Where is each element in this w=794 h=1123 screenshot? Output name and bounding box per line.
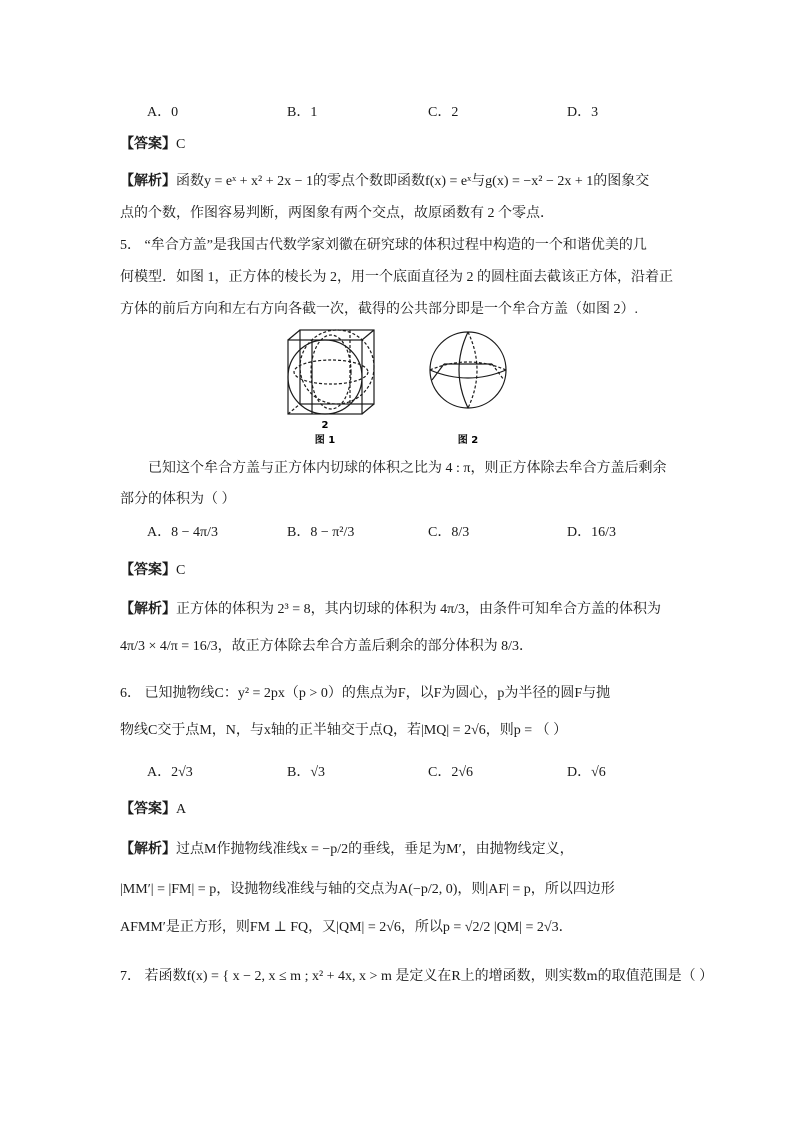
q6-analysis-line3: AFMM′是正方形，则FM ⊥ FQ，又|QM| = 2√6，所以p = √2/2 |QM| = 2√3． (120, 920, 573, 935)
q5-answer: 【答案】C (120, 562, 186, 578)
q6-stem-line2: 物线C交于点M，N，与x轴的正半轴交于点Q，若|MQ| = 2√6，则p = （ ） (120, 723, 568, 738)
q5-option-a: A．8 − 4π/3 (147, 525, 218, 540)
q7-stem: 7． 若函数f(x) = { x − 2, x ≤ m ; x² + 4x, x > m 是定义在R上的增函数，则实数m的取值范围是（ ） (120, 969, 714, 984)
q4-option-a: A．0 (147, 105, 179, 120)
figure-1-cube (282, 324, 382, 448)
figure-1-label: 图 1 (314, 435, 336, 446)
q6-stem-line1: 6． 已知抛物线C：y² = 2px（p > 0）的焦点为F，以F为圆心，p为半径的圆F与抛 (120, 686, 611, 701)
q5-stem-line3: 方体的前后方向和左右方向各截一次，截得的公共部分即是一个牟合方盖（如图 2）. (120, 302, 638, 317)
q5-analysis-line2: 4π/3 × 4/π = 16/3，故正方体除去牟合方盖后剩余的部分体积为 8/3． (120, 639, 533, 654)
q4-analysis-line1: 【解析】函数y = eˣ + x² + 2x − 1的零点个数即函数f(x) = eˣ与g(x) = −x² − 2x + 1的图象交 (120, 173, 650, 189)
q4-option-c: C．2 (428, 105, 459, 120)
q6-option-d: D．√6 (567, 765, 606, 780)
q5-option-c: C．8/3 (428, 525, 470, 540)
q6-option-b: B．√3 (287, 765, 326, 780)
q5-stem-line2: 何模型．如图 1，正方体的棱长为 2，用一个底面直径为 2 的圆柱面去截该正方体，沿着正 (120, 270, 673, 285)
q6-option-a: A．2√3 (147, 765, 193, 780)
q4-answer: 【答案】C (120, 136, 186, 152)
q5-stem-line4: 已知这个牟合方盖与正方体内切球的体积之比为 4 : π，则正方体除去牟合方盖后剩余 (148, 461, 667, 476)
q5-option-b: B．8 − π²/3 (287, 525, 355, 540)
figure-2-mouhe-fanggai (422, 328, 514, 448)
q4-option-b: B．1 (287, 105, 318, 120)
q6-analysis-line2: |MM′| = |FM| = p，设抛物线准线与轴的交点为A(−p/2, 0)，则|AF| = p，所以四边形 (120, 882, 615, 897)
q6-option-c: C．2√6 (428, 765, 474, 780)
q5-analysis-line1: 【解析】正方体的体积为 2³ = 8，其内切球的体积为 4π/3，由条件可知牟合方盖的体积为 (120, 601, 662, 617)
q4-analysis-line2: 点的个数，作图容易判断，两图象有两个交点，故原函数有 2 个零点． (120, 206, 554, 221)
q5-stem-line1: 5． “牟合方盖”是我国古代数学家刘徽在研究球的体积过程中构造的一个和谐优美的几 (120, 238, 647, 253)
q5-stem-line5: 部分的体积为（ ） (120, 492, 236, 507)
q6-answer: 【答案】A (120, 801, 187, 817)
q4-option-d: D．3 (567, 105, 599, 120)
q6-analysis-line1: 【解析】过点M作抛物线准线x = −p/2的垂线，垂足为M′，由抛物线定义， (120, 841, 574, 857)
q5-option-d: D．16/3 (567, 525, 616, 540)
figure-1-edge-label: 2 (321, 420, 329, 431)
figure-2-label: 图 2 (457, 435, 479, 446)
